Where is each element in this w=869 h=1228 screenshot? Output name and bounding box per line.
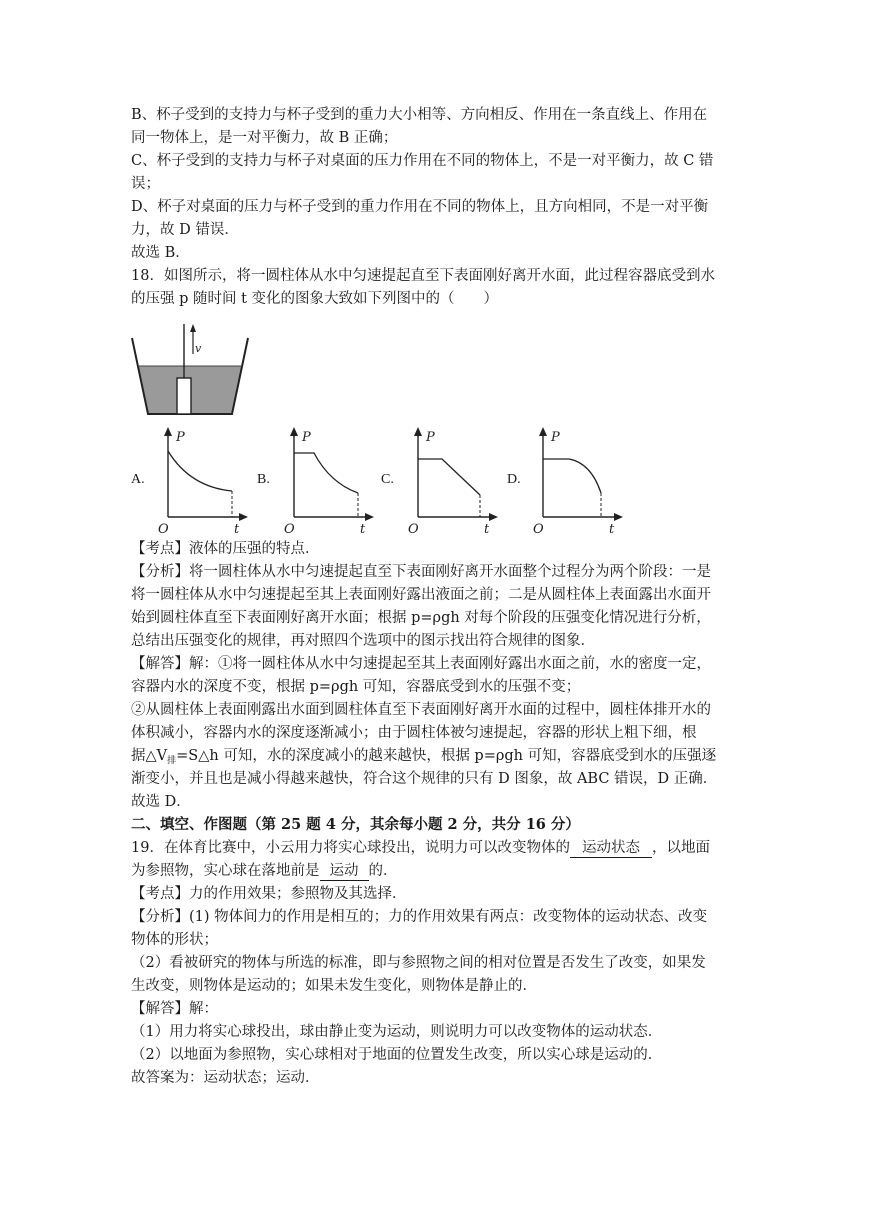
text-line: 故选 B． — [131, 245, 190, 261]
origin-label: O — [158, 522, 169, 537]
x-axis-label: t — [484, 522, 490, 537]
x-axis-label: t — [360, 522, 366, 537]
q19-text: 的． — [368, 863, 398, 879]
kaodian-18: 【考点】液体的压强的特点． — [131, 541, 320, 557]
question-18-stem: 18．如图所示，将一圆柱体从水中匀速提起直至下表面刚好离开水面，此过程容器底受到水 — [131, 268, 715, 284]
text-line: C、杯子受到的支持力与杯子对桌面的压力作用在不同的物体上，不是一对平衡力，故 C 错 — [131, 153, 714, 169]
y-axis-label: P — [426, 430, 435, 445]
text-line: 力，故 D 错误． — [131, 222, 239, 238]
origin-label: O — [408, 522, 419, 537]
jieda-18: 渐变小，并且也是减小得越来越快，符合这个规律的只有 D 图象，故 ABC 错误，D 正确． — [131, 771, 718, 787]
question-18-stem: 的压强 p 随时间 t 变化的图象大致如下列图中的（ ） — [131, 291, 499, 307]
answer-blank-2: 运动 — [320, 862, 369, 881]
x-axis-label: t — [234, 522, 240, 537]
container-figure — [131, 318, 251, 418]
fenxi-18: 【分析】将一圆柱体从水中匀速提起直至下表面刚好离开水面整个过程分为两个阶段：一是 — [131, 564, 711, 580]
answer-blank-1: 运动状态 — [570, 839, 652, 858]
fenxi-19: 物体的形状； — [131, 932, 218, 948]
origin-label: O — [533, 522, 544, 537]
jieda-19: （1）用力将实心球投出，球由静止变为运动，则说明力可以改变物体的运动状态． — [131, 1024, 663, 1040]
jieda-19: 【解答】解： — [131, 1001, 218, 1017]
section-heading: 二、填空、作图题（第 25 题 4 分，其余每小题 2 分，共分 16 分） — [131, 816, 580, 833]
option-a-label: A. — [131, 472, 145, 487]
graph-option-b — [278, 425, 378, 535]
graph-option-d — [527, 425, 627, 535]
jieda-19: （2）以地面为参照物，实心球相对于地面的位置发生改变，所以实心球是运动的． — [131, 1047, 663, 1063]
kaodian-19: 【考点】力的作用效果；参照物及其选择． — [131, 886, 407, 902]
fenxi-19: 生改变，则物体是运动的；如果未发生变化，则物体是静止的． — [131, 978, 537, 994]
fenxi-18: 总结出压强变化的规律，再对照四个选项中的图示找出符合规律的图象． — [131, 633, 595, 649]
fenxi-18: 始到圆柱体直至下表面刚好离开水面；根据 p=ρgh 对每个阶段的压强变化情况进行分析， — [131, 610, 711, 626]
x-axis-label: t — [609, 522, 615, 537]
graph-option-c — [402, 425, 502, 535]
fenxi-18: 将一圆柱体从水中匀速提起至其上表面刚好露出液面之前；二是从圆柱体上表面露出水面开 — [131, 587, 711, 603]
jieda-18-text: =S△h 可知，水的深度减小的越来越快，根据 p=ρgh 可知，容器底受到水的压强逐 — [176, 748, 717, 764]
origin-label: O — [284, 522, 295, 537]
option-b-label: B. — [257, 472, 270, 487]
option-c-label: C. — [381, 472, 394, 487]
jieda-18: 故选 D． — [131, 794, 191, 810]
q19-text: ，以地面 — [651, 840, 710, 856]
fenxi-19: 【分析】(1) 物体间力的作用是相互的；力的作用效果有两点：改变物体的运动状态、改变 — [131, 909, 708, 925]
y-axis-label: P — [551, 430, 560, 445]
jieda-18: ②从圆柱体上表面刚露出水面到圆柱体直至下表面刚好离开水面的过程中，圆柱体排开水的 — [131, 702, 711, 718]
fenxi-19: （2）看被研究的物体与所选的标准，即与参照物之间的相对位置是否发生了改变，如果发 — [131, 955, 706, 971]
jieda-18: 体积减小，容器内水的深度逐渐减小；由于圆柱体被匀速提起，容器的形状上粗下细，根 — [131, 725, 697, 741]
text-line: 同一物体上，是一对平衡力，故 B 正确； — [131, 130, 398, 146]
jieda-19: 故答案为：运动状态；运动． — [131, 1070, 320, 1086]
jieda-18: 容器内水的深度不变，根据 p=ρgh 可知，容器底受到水的压强不变； — [131, 679, 581, 695]
q19-text: 19．在体育比赛中，小云用力将实心球投出，说明力可以改变物体的 — [131, 840, 570, 856]
velocity-label: v — [195, 342, 202, 355]
y-axis-label: P — [302, 430, 311, 445]
q19-text: 为参照物，实心球在落地前是 — [131, 863, 320, 879]
jieda-18-text: 据△V — [131, 748, 168, 764]
jieda-18: 【解答】解：①将一圆柱体从水中匀速提起至其上表面刚好露出水面之前，水的密度一定， — [131, 656, 711, 672]
subscript: 排 — [167, 756, 177, 766]
question-19-stem — [131, 860, 398, 882]
text-line: B、杯子受到的支持力与杯子受到的重力大小相等、方向相反、作用在一条直线上、作用在 — [131, 107, 708, 123]
text-line: 误； — [131, 176, 160, 192]
text-line: D、杯子对桌面的压力与杯子受到的重力作用在不同的物体上，且方向相同，不是一对平衡 — [131, 199, 709, 215]
question-19-stem — [131, 837, 710, 859]
graph-option-a — [152, 425, 252, 535]
y-axis-label: P — [176, 430, 185, 445]
option-d-label: D. — [507, 472, 521, 487]
